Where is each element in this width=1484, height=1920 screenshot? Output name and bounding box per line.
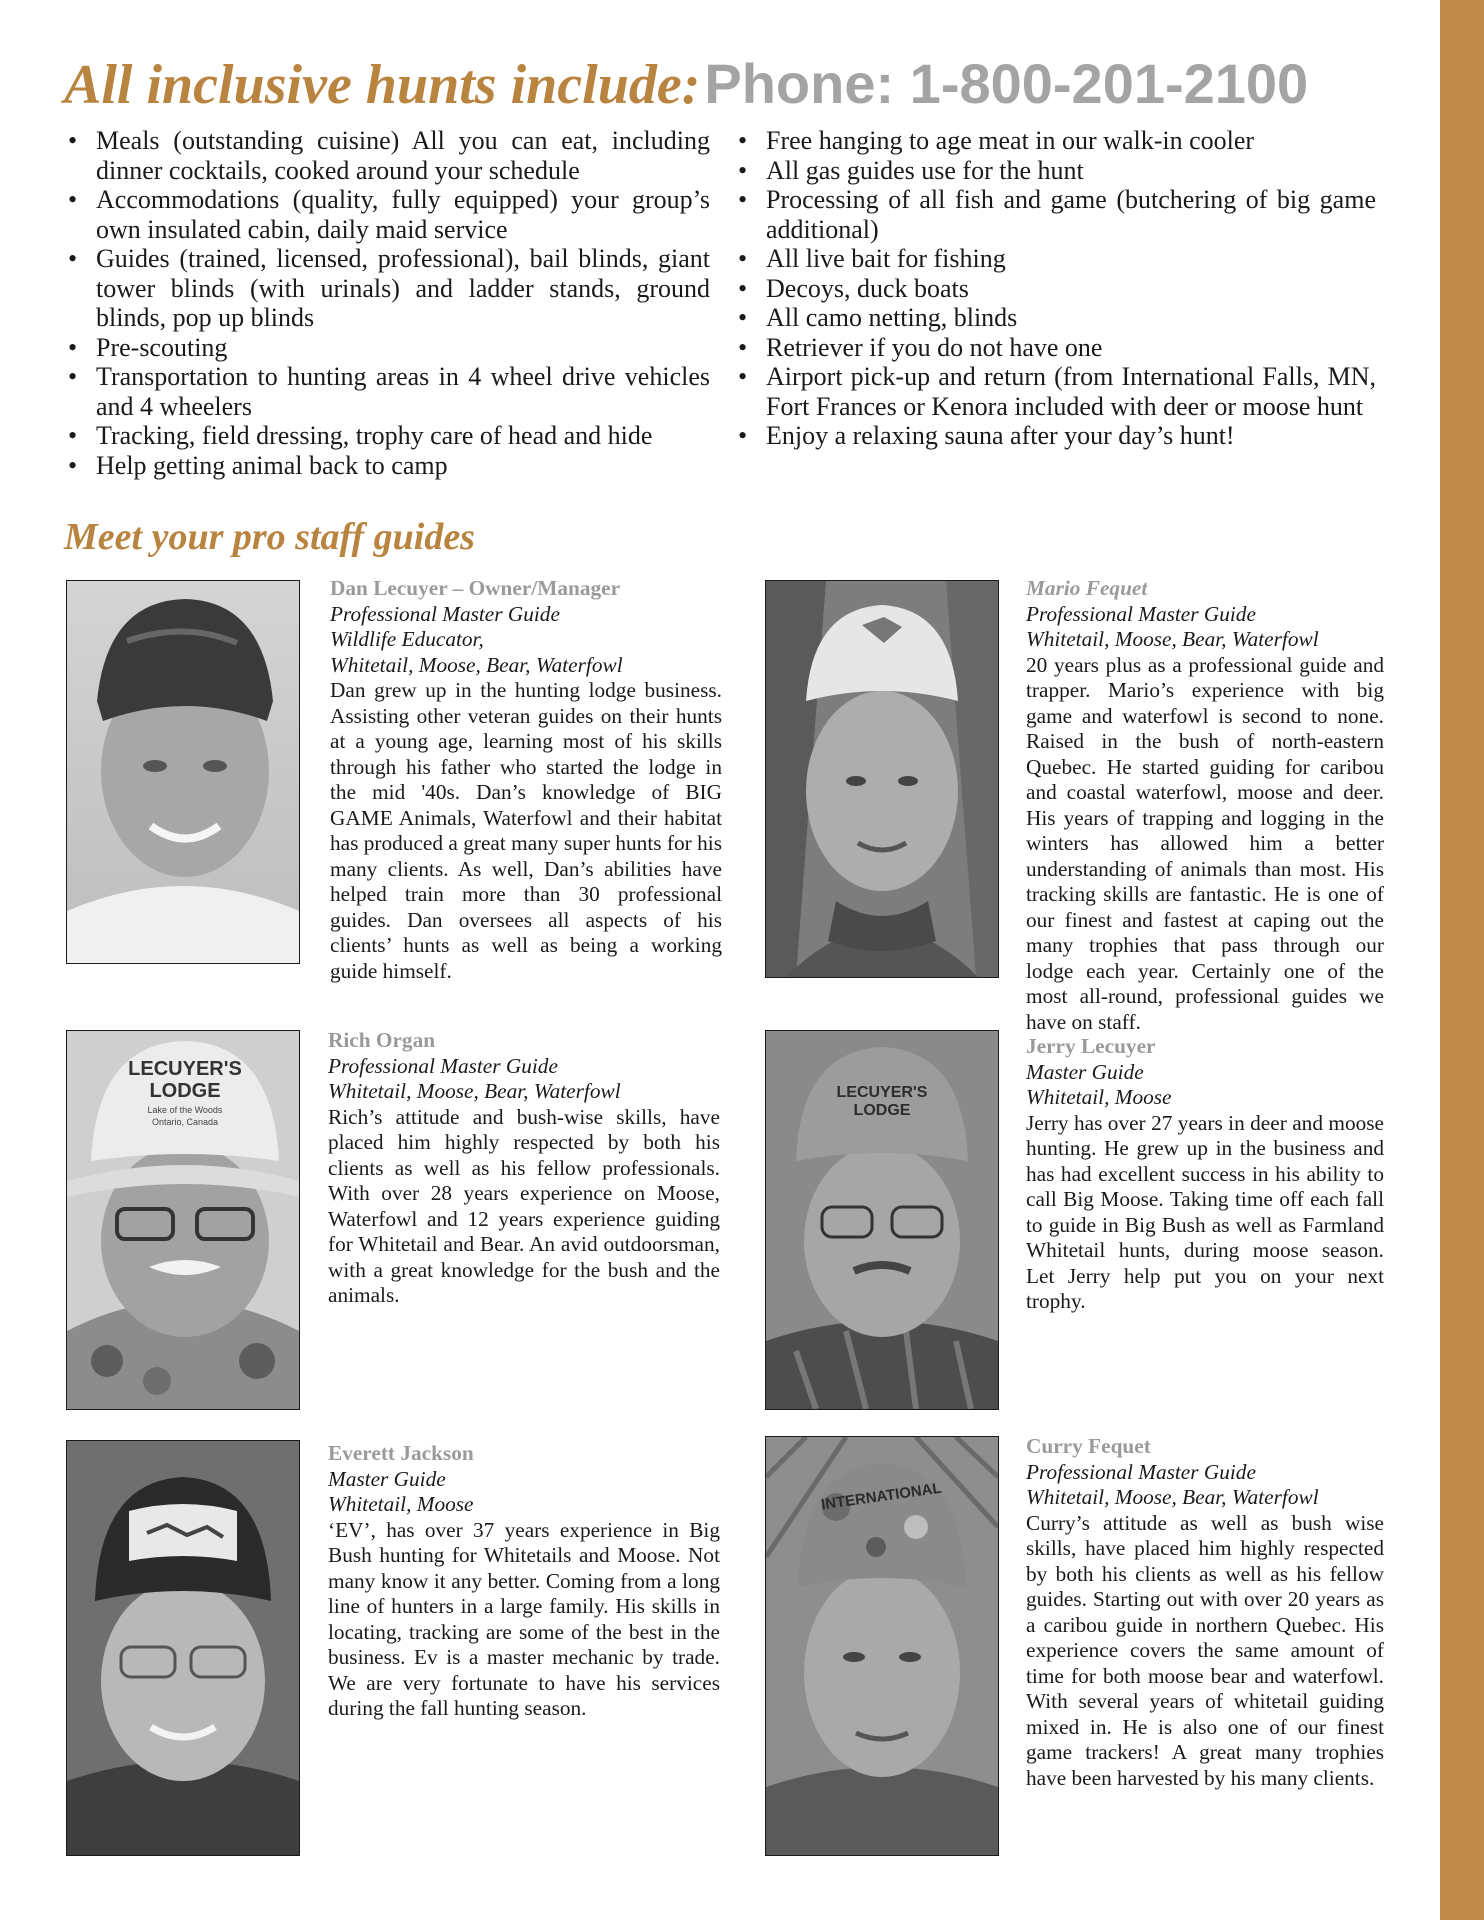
phone-number: Phone: 1-800-201-2100 <box>704 52 1309 115</box>
guide-bio-everett-jackson <box>328 1441 720 1722</box>
guide-description: Dan grew up in the hunting lodge business. Assisting other veteran guides on their hunts at a young age, learning most of his skills through his father who started the lodge in the mid '40s. Dan’s knowledge of BIG GAME Animals, Waterfowl and their habitat has produced a great many super hunts for his many clients. As well, Dan’s abilities have helped train more than 30 professional guides. Dan oversees all aspects of his clients’ hunts as well as being a working guide himself. <box>330 678 722 983</box>
inclusion-item: • Transportation to hunting areas in 4 wheel drive vehicles and 4 wheelers <box>64 362 710 421</box>
page-headline <box>64 52 1424 116</box>
guide-name: Jerry Lecuyer <box>1026 1034 1156 1058</box>
guide-description: ‘EV’, has over 37 years experience in Big Bush hunting for Whitetails and Moose. Not many know it any better. Coming from a long line of hunters in a large family. His skills in locating, tracking are some of the best in the business. Ev is a master mechanic by trade. We are very fortunate to have his services during the fall hunting season. <box>328 1517 720 1720</box>
inclusion-item: • Help getting animal back to camp <box>64 451 710 481</box>
inclusion-item: • All gas guides use for the hunt <box>734 156 1376 186</box>
inclusions-list-right <box>734 126 1376 451</box>
inclusion-item: • Free hanging to age meat in our walk-in cooler <box>734 126 1376 156</box>
guide-description: Curry’s attitude as well as bush wise skills, have placed him highly respected by both his clients as well as his fellow guides. Starting out with over 20 years as a caribou guide in northern Quebec. His experience covers the same amount of time for both moose bear and waterfowl. With several years of whitetail guiding mixed in. He is also one of our finest game trackers! A great many trophies have been harvested by his many clients. <box>1026 1510 1384 1790</box>
cap-logo-text: INTERNATIONAL <box>820 1479 943 1514</box>
guide-name: Everett Jackson <box>328 1441 474 1465</box>
inclusion-item: • Tracking, field dressing, trophy care of head and hide <box>64 421 710 451</box>
guide-name: Mario Fequet <box>1026 576 1148 600</box>
cap-logo-text: LODGE <box>149 1080 221 1102</box>
guide-role: Whitetail, Moose <box>1026 1085 1172 1109</box>
guide-role: Master Guide <box>1026 1059 1144 1084</box>
section-title: Meet your pro staff guides <box>64 516 475 558</box>
inclusion-item: • Accommodations (quality, fully equipped) your group’s own insulated cabin, daily maid service <box>64 185 710 244</box>
guide-bio-dan-lecuyer <box>330 576 722 984</box>
inclusion-item: • Processing of all fish and game (butchering of big game additional) <box>734 185 1376 244</box>
inclusion-item: • All live bait for fishing <box>734 244 1376 274</box>
inclusion-item: • Meals (outstanding cuisine) All you can eat, including dinner cocktails, cooked around your schedule <box>64 126 710 185</box>
guide-photo-jerry-lecuyer <box>765 1030 999 1410</box>
guide-role: Whitetail, Moose <box>328 1492 474 1516</box>
guide-name: Dan Lecuyer – Owner/Manager <box>330 576 621 600</box>
guide-photo-rich-organ <box>66 1030 300 1410</box>
guide-bio-mario-fequet <box>1026 576 1384 1035</box>
inclusion-item: • All camo netting, blinds <box>734 303 1376 333</box>
inclusions-list-left <box>64 126 710 480</box>
cap-logo-text: LECUYER'S <box>836 1084 928 1101</box>
inclusion-item: • Decoys, duck boats <box>734 274 1376 304</box>
guide-bio-jerry-lecuyer <box>1026 1034 1384 1315</box>
guide-role: Wildlife Educator, <box>330 627 484 651</box>
cap-logo-text: LECUYER'S <box>128 1058 242 1080</box>
guide-role: Professional Master Guide <box>328 1053 558 1078</box>
inclusion-item: • Guides (trained, licensed, professional), bail blinds, giant tower blinds (with urinals) and ladder stands, ground blinds, pop up blinds <box>64 244 710 333</box>
inclusion-item: • Pre-scouting <box>64 333 710 363</box>
guide-role: Whitetail, Moose, Bear, Waterfowl <box>328 1079 621 1103</box>
guide-description: Rich’s attitude and bush-wise skills, have placed him highly respected by both his clients as well as his fellow professionals. With over 28 years experience on Moose, Waterfowl and 12 years experience guiding for Whitetail and Bear. An avid outdoorsman, with a great knowledge for the bush and the animals. <box>328 1104 720 1307</box>
guide-role: Whitetail, Moose, Bear, Waterfowl <box>1026 1485 1319 1509</box>
guide-description: 20 years plus as a professional guide and trapper. Mario’s experience with big game and waterfowl is second to none. Raised in the bush of north-eastern Quebec. He started guiding for caribou and coastal waterfowl, moose and deer. His years of trapping and logging in the winters has allowed him a better understanding of animals than most. His tracking skills are fantastic. He is one of our finest and fastest at caping out the many trophies that pass through our lodge each year. Certainly one of the most all-round, professional guides we have on staff. <box>1026 652 1384 1034</box>
inclusion-item: • Airport pick-up and return (from International Falls, MN, Fort Frances or Kenora included with deer or moose hunt <box>734 362 1376 421</box>
guide-name: Rich Organ <box>328 1028 436 1052</box>
inclusion-item: • Enjoy a relaxing sauna after your day’s hunt! <box>734 421 1376 451</box>
inclusion-item: • Retriever if you do not have one <box>734 333 1376 363</box>
guide-role: Professional Master Guide <box>1026 601 1256 626</box>
guide-role: Professional Master Guide <box>330 601 560 626</box>
cap-logo-text: Ontario, Canada <box>151 1117 219 1127</box>
guide-role: Whitetail, Moose, Bear, Waterfowl <box>330 652 623 677</box>
guide-description: Jerry has over 27 years in deer and moose hunting. He grew up in the business and has had excellent success in his ability to call Big Moose. Taking time off each fall to guide in Big Bush as well as Farmland Whitetail hunts, during moose season. Let Jerry help put you on your next trophy. <box>1026 1110 1384 1313</box>
headline-title: All inclusive hunts include: <box>64 54 701 116</box>
guide-role: Professional Master Guide <box>1026 1459 1256 1484</box>
guide-bio-curry-fequet <box>1026 1434 1384 1791</box>
guide-role: Master Guide <box>328 1466 446 1491</box>
side-accent-bar <box>1440 0 1484 1920</box>
guide-name: Curry Fequet <box>1026 1434 1151 1458</box>
guide-role: Whitetail, Moose, Bear, Waterfowl <box>1026 627 1319 651</box>
guide-bio-rich-organ <box>328 1028 720 1309</box>
guide-photo-everett-jackson <box>66 1440 300 1856</box>
cap-logo-text: LODGE <box>853 1102 911 1119</box>
guide-photo-mario-fequet <box>765 580 999 978</box>
guide-photo-dan-lecuyer <box>66 580 300 964</box>
cap-logo-text: Lake of the Woods <box>147 1105 223 1115</box>
guide-photo-curry-fequet <box>765 1436 999 1856</box>
